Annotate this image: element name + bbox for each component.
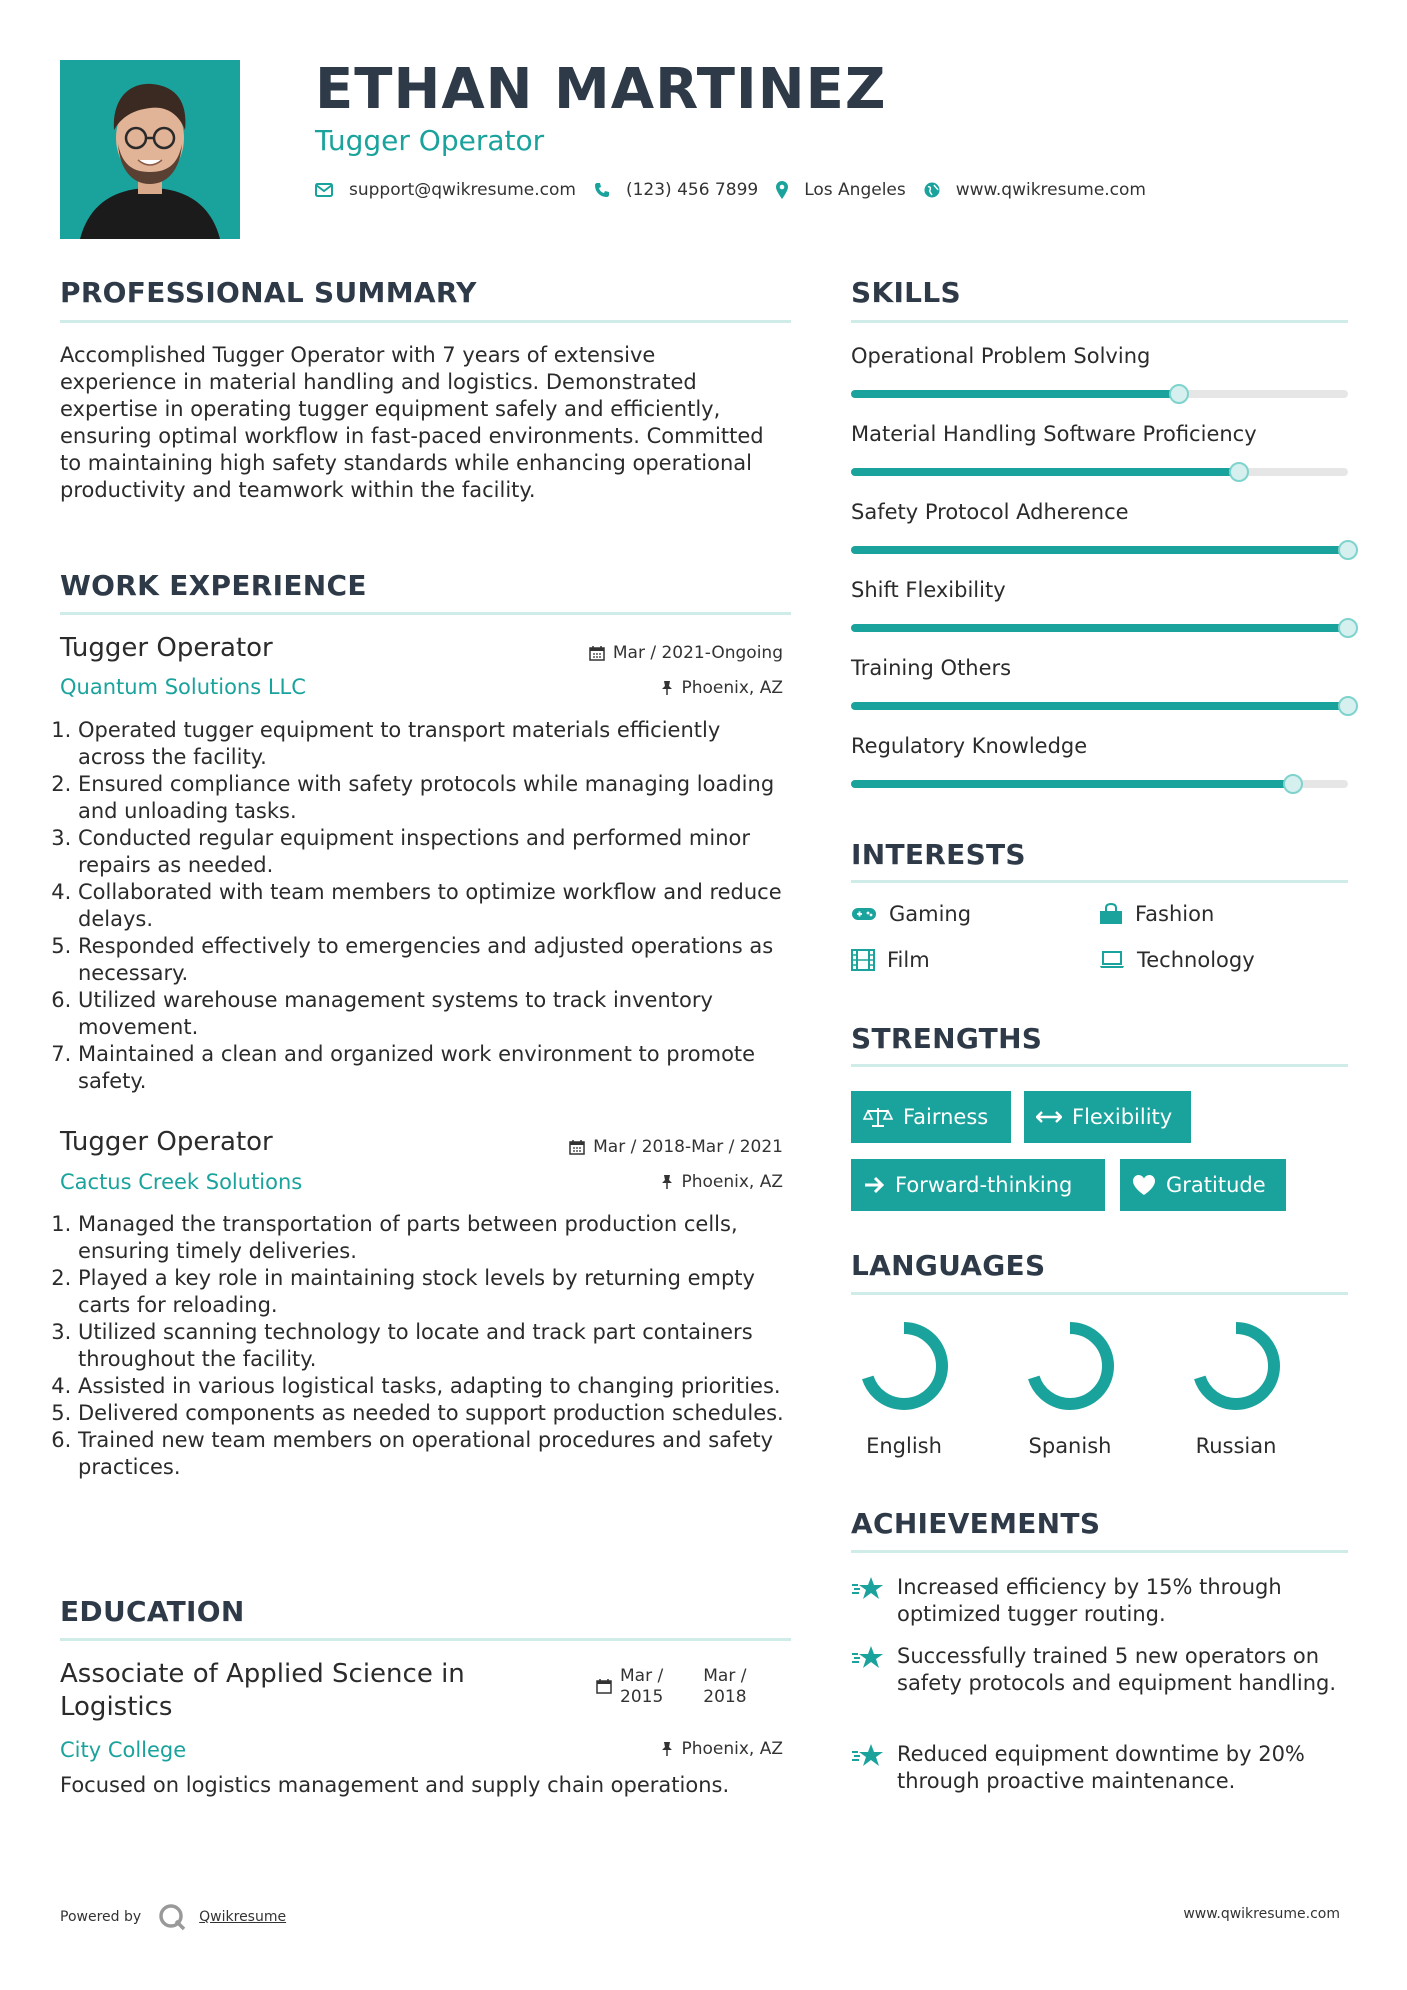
- calendar-icon: [596, 1678, 612, 1694]
- phone-icon: [594, 182, 610, 198]
- contact-phone[interactable]: [594, 180, 758, 200]
- skill-bar-fill: [851, 468, 1239, 476]
- heart-icon: [1132, 1174, 1156, 1196]
- list-item: 7. Maintained a clean and organized work environment to promote safety.: [78, 1041, 790, 1095]
- interest-fashion: Fashion: [1099, 902, 1214, 926]
- gamepad-icon: [851, 906, 877, 922]
- list-item: 2. Played a key role in maintaining stock levels by returning empty carts for reloading.: [78, 1265, 790, 1319]
- job-location: Phoenix, AZ: [661, 678, 783, 698]
- contact-email[interactable]: [315, 180, 576, 200]
- phone-text: (123) 456 7899: [625, 180, 759, 200]
- interests-heading: INTERESTS: [851, 838, 1026, 871]
- language-ring: [1188, 1318, 1284, 1414]
- map-pin-icon: [776, 181, 788, 199]
- list-item: 5. Delivered components as needed to support production schedules.: [78, 1400, 790, 1427]
- footer-url[interactable]: www.qwikresume.com: [1183, 1906, 1340, 1922]
- list-item: 5. Responded effectively to emergencies and adjusted operations as necessary.: [78, 933, 790, 987]
- list-item: 6. Utilized warehouse management systems to track inventory movement.: [78, 987, 790, 1041]
- education-location: Phoenix, AZ: [661, 1739, 783, 1759]
- skill-label: Material Handling Software Proficiency: [851, 422, 1257, 446]
- summary-heading: PROFESSIONAL SUMMARY: [60, 276, 477, 309]
- strength-badge-flexibility: Flexibility: [1024, 1091, 1191, 1143]
- arrow-right-icon: [863, 1175, 885, 1195]
- skill-bar-knob: [1283, 774, 1303, 794]
- company-name: Quantum Solutions LLC: [60, 675, 306, 699]
- achievements-divider: [851, 1550, 1348, 1553]
- job-date: Mar / 2018-Mar / 2021: [569, 1137, 783, 1157]
- job-location: Phoenix, AZ: [661, 1172, 783, 1192]
- skill-bar: [851, 468, 1348, 476]
- candidate-title: Tugger Operator: [315, 124, 545, 157]
- list-item: 2. Ensured compliance with safety protocols while managing loading and unloading tasks.: [78, 771, 790, 825]
- website-text: www.qwikresume.com: [955, 180, 1146, 200]
- skill-bar: [851, 390, 1348, 398]
- location-text: Los Angeles: [804, 180, 906, 200]
- contact-bar: [315, 180, 1164, 200]
- strengths-divider: [851, 1064, 1348, 1067]
- language-ring: [856, 1318, 952, 1414]
- contact-location: [776, 180, 906, 200]
- education-heading: EDUCATION: [60, 1595, 245, 1628]
- achievement-item: Reduced equipment downtime by 20% through proactive maintenance.: [851, 1741, 1351, 1795]
- skill-bar-fill: [851, 390, 1179, 398]
- footer-brand-link[interactable]: Qwikresume: [199, 1909, 287, 1925]
- skill-label: Training Others: [851, 656, 1012, 680]
- interest-technology: Technology: [1099, 948, 1255, 972]
- skill-bar-fill: [851, 702, 1348, 710]
- list-item: 4. Collaborated with team members to optimize workflow and reduce delays.: [78, 879, 790, 933]
- experience-divider: [60, 612, 791, 615]
- skill-label: Operational Problem Solving: [851, 344, 1151, 368]
- shopping-bag-icon: [1099, 903, 1123, 925]
- languages-divider: [851, 1292, 1348, 1295]
- skill-bar-knob: [1229, 462, 1249, 482]
- arrows-horizontal-icon: [1036, 1110, 1062, 1124]
- list-item: 6. Trained new team members on operational procedures and safety practices.: [78, 1427, 790, 1481]
- list-item: 3. Utilized scanning technology to locate and track part containers throughout the facility.: [78, 1319, 790, 1373]
- skill-label: Safety Protocol Adherence: [851, 500, 1129, 524]
- language-ring: [1022, 1318, 1118, 1414]
- experience-heading: WORK EXPERIENCE: [60, 569, 367, 602]
- achievement-item: Successfully trained 5 new operators on safety protocols and equipment handling.: [851, 1643, 1351, 1697]
- star-icon: [851, 1576, 885, 1602]
- skill-bar-fill: [851, 624, 1348, 632]
- strength-badge-forward-thinking: Forward-thinking: [851, 1159, 1105, 1211]
- education-dates: [596, 1666, 747, 1708]
- end-month: Mar /: [703, 1666, 747, 1686]
- language-label: Russian: [1195, 1434, 1277, 1458]
- footer-powered-by: Powered by Qwikresume: [60, 1902, 286, 1932]
- skill-bar-knob: [1169, 384, 1189, 404]
- pushpin-icon: [661, 1741, 673, 1757]
- duties-list: [60, 717, 790, 1095]
- start-year: 2015: [620, 1687, 664, 1707]
- education-description: Focused on logistics management and supply chain operations.: [60, 1773, 730, 1797]
- list-item: 3. Conducted regular equipment inspections and performed minor repairs as needed.: [78, 825, 790, 879]
- star-icon: [851, 1645, 885, 1671]
- education-divider: [60, 1638, 791, 1641]
- skill-bar-knob: [1338, 618, 1358, 638]
- degree-title-line1: Associate of Applied Science in: [60, 1659, 465, 1689]
- pushpin-icon: [661, 680, 673, 696]
- globe-icon: [924, 182, 940, 198]
- calendar-icon: [589, 645, 605, 661]
- interest-film: Film: [851, 948, 930, 972]
- interest-gaming: Gaming: [851, 902, 971, 926]
- qwikresume-logo-icon: [157, 1902, 187, 1932]
- skill-bar: [851, 546, 1348, 554]
- degree-title-line2: Logistics: [60, 1692, 173, 1722]
- profile-photo: [60, 60, 240, 239]
- skills-divider: [851, 320, 1348, 323]
- company-name: Cactus Creek Solutions: [60, 1170, 303, 1194]
- job-date: Mar / 2021-Ongoing: [589, 643, 783, 663]
- skill-bar: [851, 780, 1348, 788]
- envelope-icon: [315, 183, 333, 197]
- laptop-icon: [1099, 950, 1125, 970]
- list-item: 1. Operated tugger equipment to transport materials efficiently across the facility.: [78, 717, 790, 771]
- film-icon: [851, 949, 875, 971]
- skill-bar-knob: [1338, 696, 1358, 716]
- strengths-heading: STRENGTHS: [851, 1022, 1043, 1055]
- email-text: support@qwikresume.com: [349, 180, 576, 200]
- skill-bar-fill: [851, 546, 1348, 554]
- skill-bar: [851, 624, 1348, 632]
- list-item: 1. Managed the transportation of parts between production cells, ensuring timely deliveries.: [78, 1211, 790, 1265]
- skills-heading: SKILLS: [851, 276, 961, 309]
- start-month: Mar /: [620, 1666, 664, 1686]
- skill-label: Shift Flexibility: [851, 578, 1006, 602]
- strength-badge-fairness: Fairness: [851, 1091, 1011, 1143]
- language-label: English: [866, 1434, 942, 1458]
- school-name: City College: [60, 1738, 187, 1762]
- skill-label: Regulatory Knowledge: [851, 734, 1088, 758]
- skill-bar-fill: [851, 780, 1293, 788]
- skill-bar: [851, 702, 1348, 710]
- contact-website[interactable]: [924, 180, 1146, 200]
- end-year: 2018: [703, 1687, 747, 1707]
- star-icon: [851, 1743, 885, 1769]
- balance-scale-icon: [863, 1106, 893, 1128]
- candidate-name: ETHAN MARTINEZ: [315, 57, 887, 122]
- job-title: Tugger Operator: [60, 633, 273, 663]
- job-title: Tugger Operator: [60, 1127, 273, 1157]
- achievements-heading: ACHIEVEMENTS: [851, 1507, 1101, 1540]
- pushpin-icon: [661, 1174, 673, 1190]
- interests-divider: [851, 880, 1348, 883]
- summary-text: Accomplished Tugger Operator with 7 years of extensive experience in material handling and logistics. Demonstrated expertise in operating tugger equipment safely and efficiently, ensuring optimal workflow in fast-paced environments. Committed to maintaining high safety standards while enhancing operational productivity and teamwork within the facility.: [60, 343, 764, 502]
- calendar-icon: [569, 1139, 585, 1155]
- languages-heading: LANGUAGES: [851, 1249, 1046, 1282]
- summary-divider: [60, 320, 791, 323]
- skill-bar-knob: [1338, 540, 1358, 560]
- language-label: Spanish: [1028, 1434, 1112, 1458]
- list-item: 4. Assisted in various logistical tasks, adapting to changing priorities.: [78, 1373, 790, 1400]
- duties-list: [60, 1211, 790, 1481]
- achievement-item: Increased efficiency by 15% through optimized tugger routing.: [851, 1574, 1351, 1628]
- strength-badge-gratitude: Gratitude: [1120, 1159, 1286, 1211]
